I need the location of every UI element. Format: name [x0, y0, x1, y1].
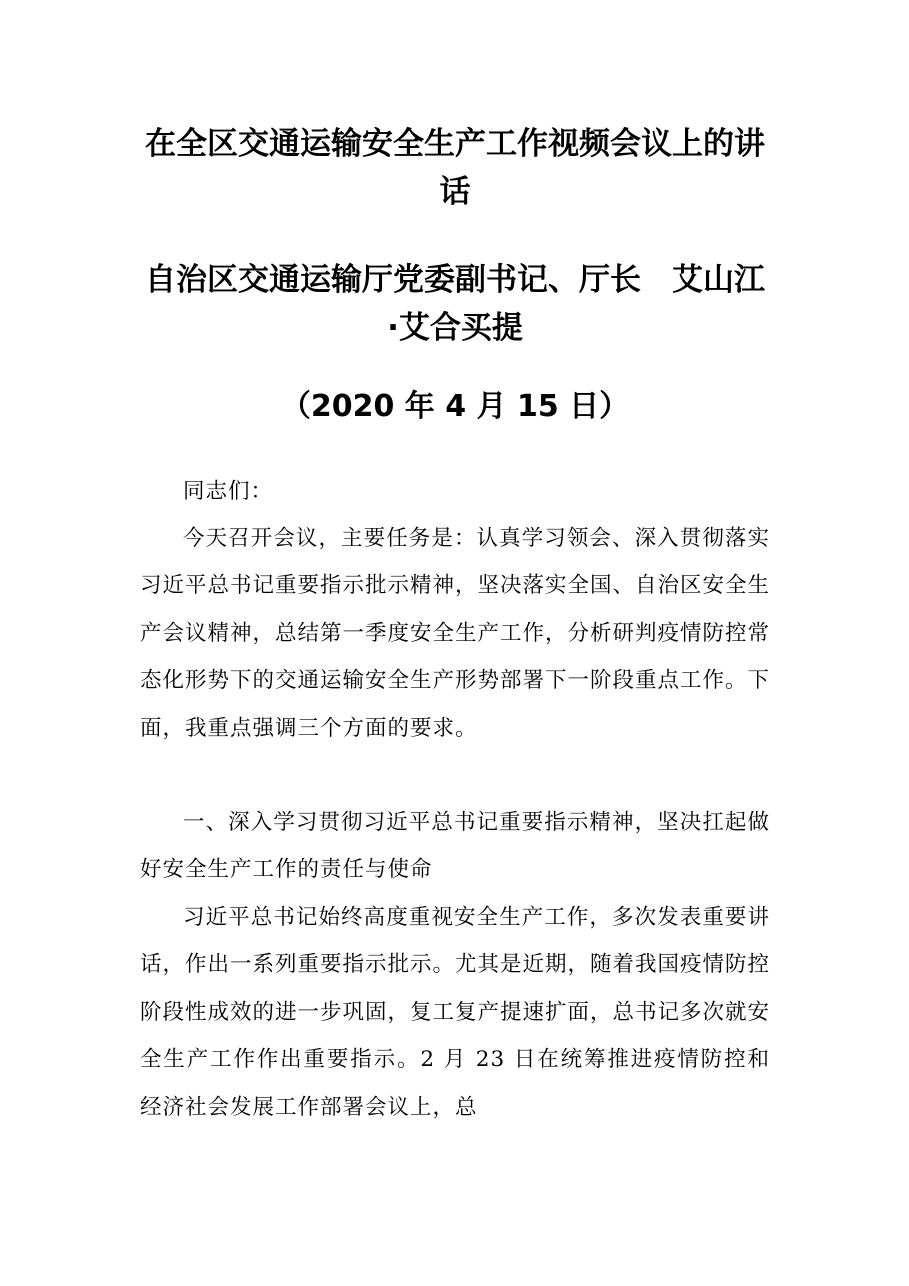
- section-heading-1: 一、深入学习贯彻习近平总书记重要指示精神，坚决扛起做好安全生产工作的责任与使命: [140, 810, 770, 883]
- salutation: 同志们：: [183, 479, 274, 504]
- body-paragraph-intro: 今天召开会议，主要任务是：认真学习领会、深入贯彻落实习近平总书记重要指示批示精神，坚决落实全国、自治区安全生产会议精神，总结第一季度安全生产工作，分析研判疫情防控常态化形势下的交通运输安全生产形势部署下一阶段重点工作。下面，我重点强调三个方面的要求。: [140, 526, 771, 741]
- document-title: 在全区交通运输安全生产工作视频会议上的讲话: [145, 126, 765, 210]
- speaker-line: 自治区交通运输厅党委副书记、厅长 艾山江·艾合买提: [145, 262, 765, 346]
- speech-date: （2020 年 4 月 15 日）: [280, 389, 630, 424]
- body-paragraph-section-1: 习近平总书记始终高度重视安全生产工作，多次发表重要讲话，作出一系列重要指示批示。尤其是近期，随着我国疫情防控阶段性成效的进一步巩固，复工复产提速扩面，总书记多次就安全生产工作作出重要指示。2 月 23 日在统筹推进疫情防控和经济社会发展工作部署会议上，总: [140, 905, 771, 1120]
